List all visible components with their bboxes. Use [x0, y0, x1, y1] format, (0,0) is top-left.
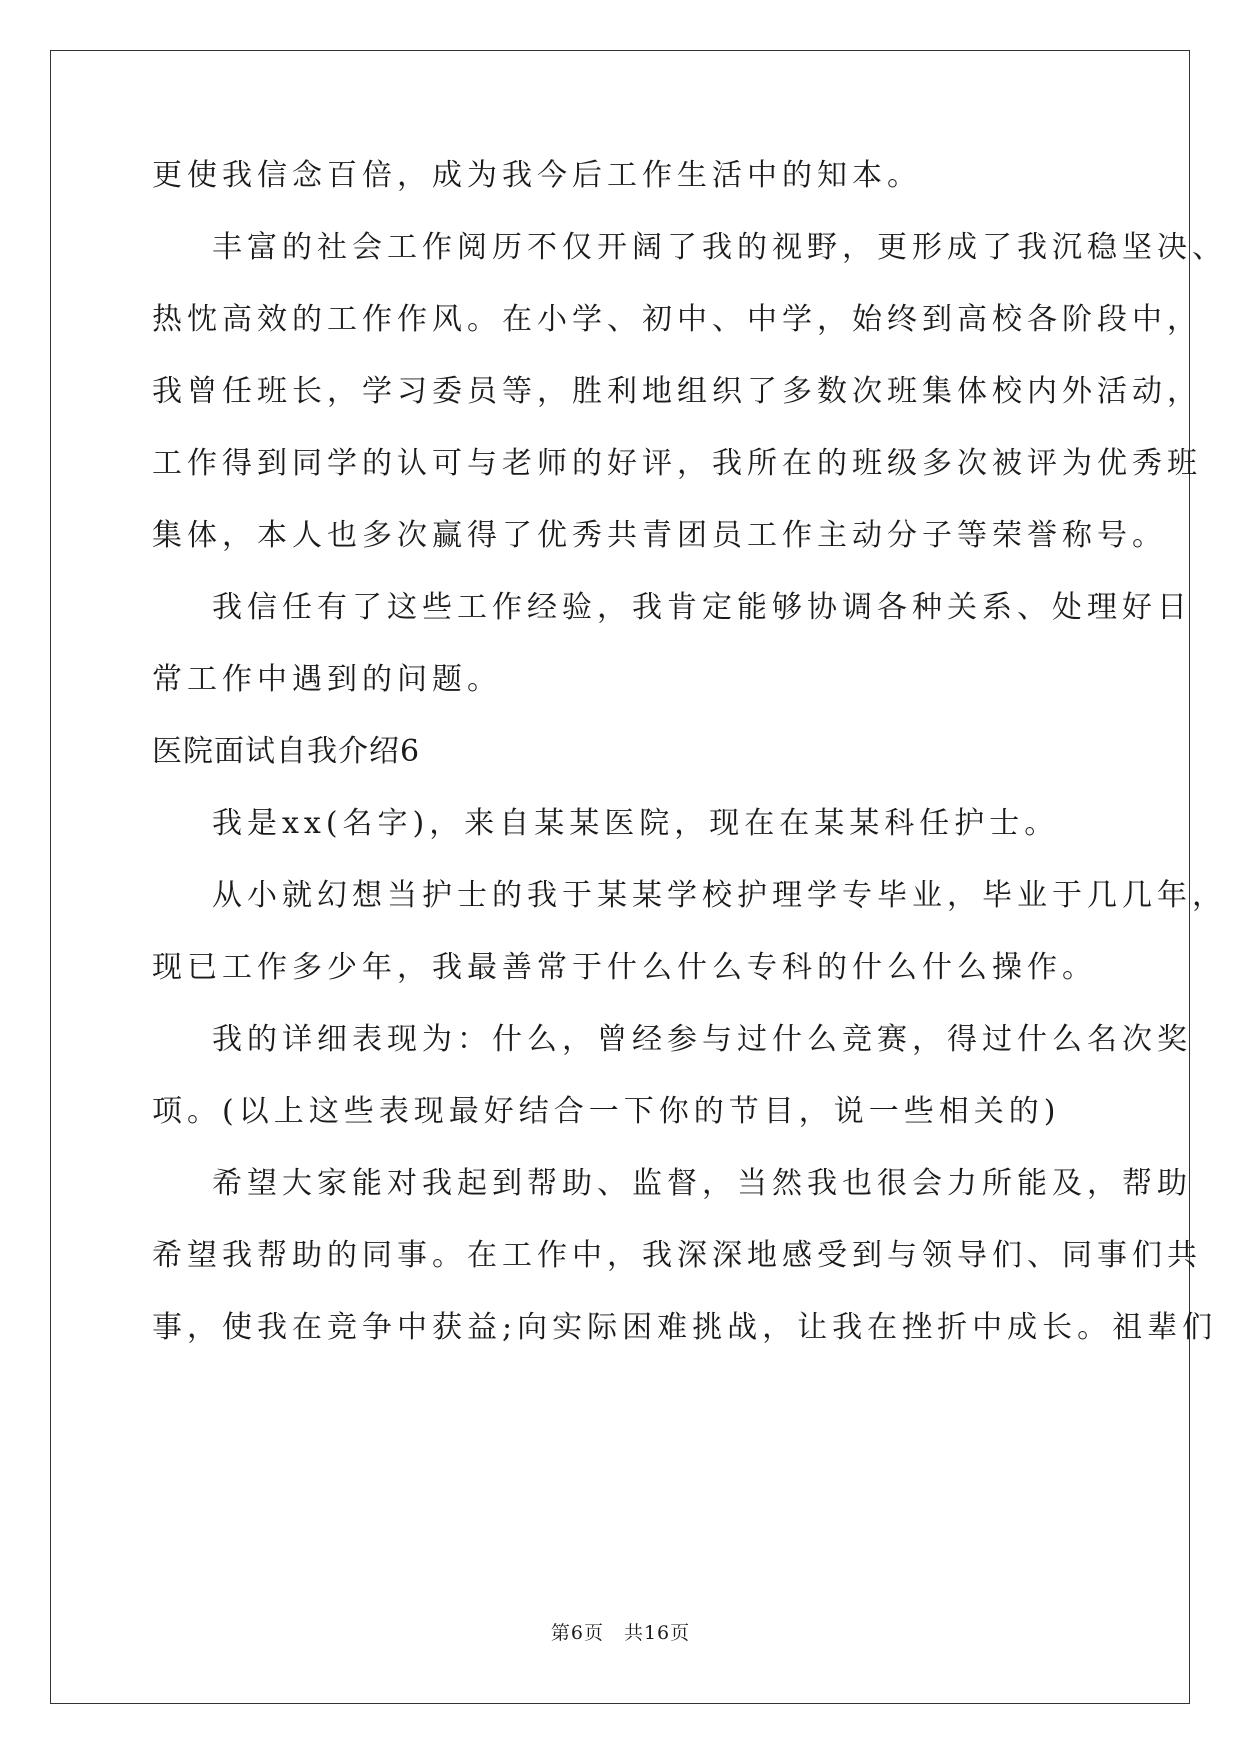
text-line: 项。(以上这些表现最好结合一下你的节目，说一些相关的)	[152, 1094, 1061, 1129]
text-line: 我曾任班长，学习委员等，胜利地组织了多数次班集体校内外活动，	[152, 374, 1202, 409]
text-line: 集体，本人也多次赢得了优秀共青团员工作主动分子等荣誉称号。	[152, 518, 1167, 553]
text-line: 工作得到同学的认可与老师的好评，我所在的班级多次被评为优秀班	[152, 446, 1202, 481]
paragraph-start-line: 我是xx(名字)，来自某某医院，现在在某某科任护士。	[212, 806, 1060, 841]
section-heading: 医院面试自我介绍6	[152, 734, 421, 769]
text-line: 事，使我在竞争中获益;向实际困难挑战，让我在挫折中成长。祖辈们	[152, 1310, 1218, 1345]
page-number-footer: 第6页 共16页	[550, 1622, 691, 1644]
paragraph-start-line: 希望大家能对我起到帮助、监督，当然我也很会力所能及，帮助	[212, 1166, 1192, 1201]
text-line: 更使我信念百倍，成为我今后工作生活中的知本。	[152, 158, 922, 193]
text-line: 热忱高效的工作作风。在小学、初中、中学，始终到高校各阶段中，	[152, 302, 1202, 337]
text-line: 现已工作多少年，我最善常于什么什么专科的什么什么操作。	[152, 950, 1097, 985]
text-line: 希望我帮助的同事。在工作中，我深深地感受到与领导们、同事们共	[152, 1238, 1202, 1273]
text-line: 常工作中遇到的问题。	[152, 662, 502, 697]
paragraph-start-line: 我信任有了这些工作经验，我肯定能够协调各种关系、处理好日	[212, 590, 1192, 625]
paragraph-start-line: 丰富的社会工作阅历不仅开阔了我的视野，更形成了我沉稳坚决、	[212, 230, 1227, 265]
paragraph-start-line: 我的详细表现为：什么，曾经参与过什么竞赛，得过什么名次奖	[212, 1022, 1192, 1057]
paragraph-start-line: 从小就幻想当护士的我于某某学校护理学专毕业，毕业于几几年，	[212, 878, 1227, 913]
